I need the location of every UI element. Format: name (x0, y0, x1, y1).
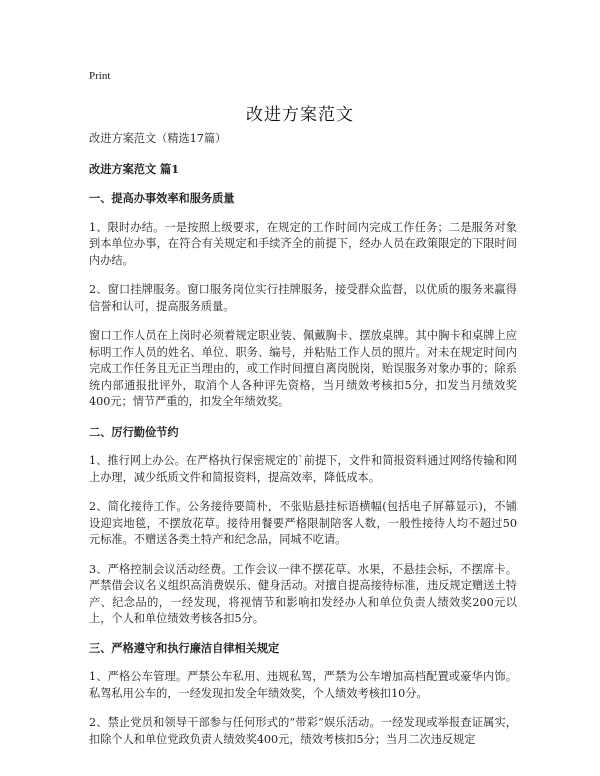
document-title: 改进方案范文 (246, 105, 354, 125)
paragraph: 窗口工作人员在上岗时必须着规定职业装、佩戴胸卡、摆放桌牌。其中胸卡和桌牌上应标明工作人员的姓名、单位、职务、编号，并粘贴工作人员的照片。对未在规定时间内完成工作任务且无正当理由的，或工作时间擅自离岗脱岗，贻误服务对象办事的；除系统内部通报批评外，取消个人各种评先资格，当月绩效考核扣5分，扣发当月绩效奖400元；情节严重的，扣发全年绩效奖。 (89, 329, 517, 408)
section-heading-1: 一、提高办事效率和服务质量 (89, 191, 235, 205)
section-heading-2: 二、厉行勤俭节约 (89, 424, 179, 439)
paragraph: 1、推行网上办公。在严格执行保密规定的`前提下，文件和简报资料通过网络传输和网上办理，减少纸质文件和简报资料，提高效率，降低成本。 (89, 454, 517, 484)
part-heading: 改进方案范文 篇1 (89, 161, 179, 176)
print-link[interactable]: Print (89, 70, 111, 82)
section-heading-3: 三、严格遵守和执行廉洁自律相关规定 (89, 640, 280, 655)
paragraph: 1、限时办结。一是按照上级要求，在规定的工作时间内完成工作任务；二是服务对象到本单位办事，在符合有关规定和手续齐全的前提下，经办人员在政策限定的下限时间内办结。 (89, 220, 517, 267)
paragraph: 2、窗口挂牌服务。窗口服务岗位实行挂牌服务，接受群众监督，以优质的服务来赢得信誉和认可，提高服务质量。 (89, 283, 517, 313)
paragraph: 2、禁止党员和领导干部参与任何形式的“带彩”娱乐活动。一经发现或举报查证属实，扣除个人和单位党政负责人绩效奖400元，绩效考核扣5分；当月二次违反规定 (89, 716, 517, 746)
paragraph: 2、简化接待工作。公务接待要简朴，不张贴悬挂标语横幅(包括电子屏幕显示)，不铺设迎宾地毯，不摆放花草。接待用餐要严格限制陪客人数，一般性接待人均不超过50元标准。不赠送各类土特产和纪念品，同城不吃请。 (89, 500, 517, 546)
document-subtitle: 改进方案范文（精选17篇） (89, 132, 227, 145)
document-body (89, 131, 517, 761)
paragraph: 1、严格公车管理。严禁公车私用、违规私驾，严禁为公车增加高档配置或豪华内饰。私驾私用公车的，一经发现扣发全年绩效奖，个人绩效考核扣10分。 (89, 670, 517, 700)
paragraph: 3、严格控制会议活动经费。工作会议一律不摆花草、水果，不悬挂会标，不摆席卡。严禁借会议名义组织高消费娱乐、健身活动。对擅自提高接待标准，违反规定赠送土特产、纪念品的，一经发现，将视情节和影响扣发经办人和单位负责人绩效奖200元以上，个人和单位绩效考核各扣5分。 (89, 562, 517, 625)
